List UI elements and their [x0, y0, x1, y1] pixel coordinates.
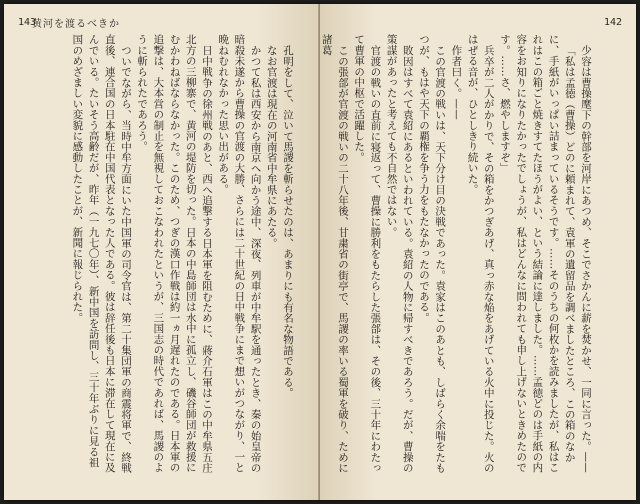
right-page-number: 142 [603, 17, 622, 28]
paragraph: この張郃が官渡の戦いの二十八年後、甘粛省の街亭で、馬謖の率いる蜀軍を破り、ために諸葛 [320, 34, 349, 473]
paragraph: 兵卒が二人がかりで、その箱をかつぎあげ、真っ赤な焔をあげている火中に投じた。火のはぜる音が、ひとしきり続いた。 [466, 34, 495, 473]
left-page-body [20, 34, 296, 474]
running-head: 黄河を渡るべきか [32, 19, 120, 30]
paragraph: ついでながら、当時中牟方面にいた中国軍の司令官は、第二十集団軍の商震将軍で、終戦直後、連合国の日本駐在中国代表となった人である。彼は辞任後も日本に滞在して現在に及んでいる。たいそう高齢だが、昨年（一九七〇年）、新中国を訪問し、三十年ぶりに見る祖国のめざましい変貌に感動したことが、新聞に報じられた。 [71, 34, 132, 473]
paragraph: 孔明をして、泣いて馬謖を斬らせたのは、あまりにも有名な物語である。 [282, 44, 294, 398]
quotation: 「私は孟徳（曹操）どのに頼まれて、袁軍の遺留品を調べましたところ、この箱のなかに、手紙がいっぱい詰まっているそうです。……そのうちの何枚かを読みましたが、私はこれはこの箱ごと焼きすてたほうがよい、という結論に達しました。……孟徳どのは手紙の内容をお知りになりたかったでしょうが、私はどんなに問われても申し上げないときめたのです。……さ、燃やしますぞ」 [498, 34, 576, 473]
right-page [320, 4, 636, 500]
paragraph: なお官渡は現在の河南省中牟県にあたる。 [265, 44, 278, 248]
left-page [4, 4, 320, 500]
paragraph: 敗因はすべて袁紹にあるといわれている。袁紹の人物に帰すべきであろう。だが、曹操の策謀があったと考えても不自然ではない。 [385, 34, 414, 473]
left-page-number: 143 [18, 17, 37, 28]
paragraph: この官渡の戦いは、天下分け目の決戦であった。袁家はこのあとも、しばらく余喘をたもつが、もはや天下の覇権を争う力をもたなかったのである。 [417, 34, 447, 473]
book-spread [4, 4, 636, 500]
author-note-heading: 作者曰く。—— [450, 44, 463, 120]
paragraph: かつて私は西安から南京へ向かう途中、深夜、列車が中牟駅を通ったとき、秦の始皇帝の暗殺未遂から曹操の官渡の大勝、さらには二十世紀の日中戦争にまで想いがつながり、一と晩ねむれなかった思い出がある。 [217, 34, 262, 473]
paragraph: 日中戦争の徐州戦のあと、西へ追撃する日本軍を阻むために、蔣介石軍はこの中牟県五庄北方の三柳寨で、黄河の堤防を切った。日本の中島師団は水中に孤立し、磯谷師団が救援にむかわねばならなかった。このため、つぎの漢口作戦は約一ヵ月遅れたのである。日本軍の追撃は、大本営の制止を無視しておこなわれたというが、三国志の時代であれば、馬謖のように斬られたであろう。 [136, 34, 213, 473]
paragraph: 官渡の戦いの直前に寝返って、曹操に勝利をもたらした張郃は、その後、三十年にわたって曹軍の中枢で活躍した。 [353, 34, 382, 473]
right-page-body [320, 34, 594, 474]
paragraph: 少容は曹操麾下の幹部を河岸にあつめ、そこでさかんに薪を焚かせ、一同に言った。—— [580, 44, 592, 473]
